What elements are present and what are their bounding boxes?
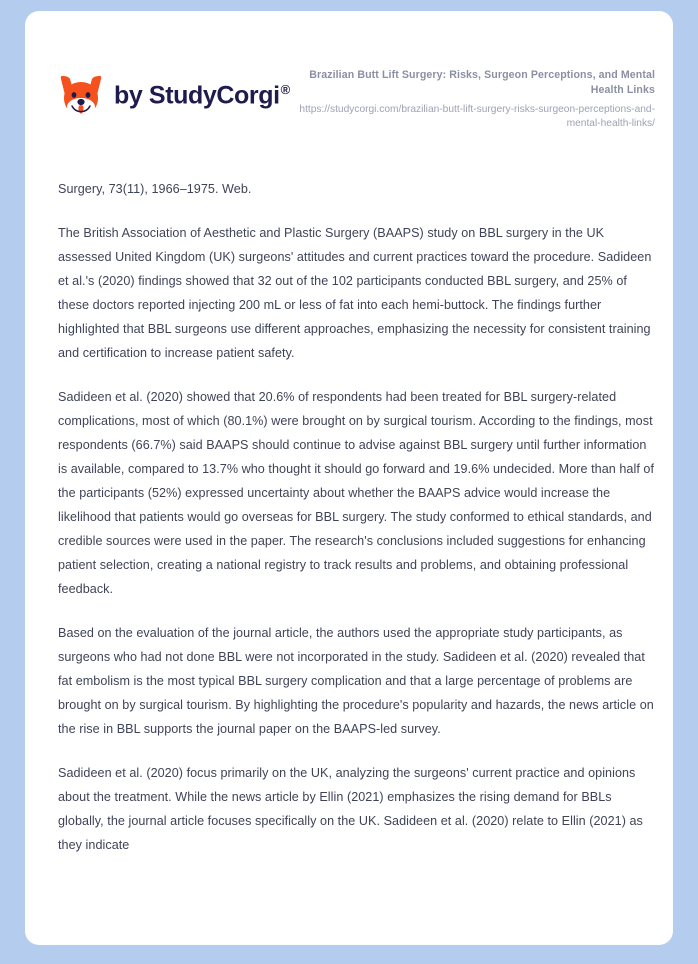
document-header: [25, 11, 673, 139]
registered-trademark-icon: ®: [280, 81, 290, 97]
brand-name: [114, 83, 290, 108]
document-body: [58, 177, 656, 857]
paragraph: The British Association of Aesthetic and Plastic Surgery (BAAPS) study on BBL surgery in the UK assessed United Kingdom (UK) surgeons' attitudes and current practices toward the procedure. Sadideen et al.'s (2020) findings showed that 32 out of the 102 participants conducted BBL surgery, and 25% of these doctors reported injecting 200 mL or less of fat into each hemi-buttock. The findings further highlighted that BBL surgeons use different approaches, emphasizing the necessity for consistent training and certification to increase patient safety.: [58, 226, 652, 360]
paragraph: Surgery, 73(11), 1966–1975. Web.: [58, 182, 252, 196]
paragraph: Sadideen et al. (2020) showed that 20.6% of respondents had been treated for BBL surgery-related complications, most of which (80.1%) were brought on by surgical tourism. According to the findings, most respondents (66.7%) said BAAPS should continue to advise against BBL surgery until further information is available, compared to 13.7% who thought it should go forward and 19.6% undecided. More than half of the participants (52%) expressed uncertainty about whether the BAAPS advice would increase the likelihood that patients would go overseas for BBL surgery. The study conformed to ethical standards, and credible sources were used in the paper. The research's conclusions included suggestions for enhancing patient selection, creating a national registry to track results and problems, and obtaining professional feedback.: [58, 390, 655, 596]
brand-name-text: by StudyCorgi: [114, 81, 280, 110]
brand-lockup: [58, 73, 290, 118]
document-source-url[interactable]: https://studycorgi.com/brazilian-butt-lift-surgery-risks-surgeon-perceptions-and-mental-health-links/: [299, 104, 655, 129]
header-document-meta: [277, 68, 655, 131]
document-page-card: [25, 11, 673, 945]
page-title: Brazilian Butt Lift Surgery: Risks, Surgeon Perceptions, and Mental Health Links: [309, 69, 655, 96]
corgi-logo-icon: [58, 73, 104, 118]
paragraph: Based on the evaluation of the journal article, the authors used the appropriate study participants, as surgeons who had not done BBL were not incorporated in the study. Sadideen et al. (2020) revealed that fat embolism is the most typical BBL surgery complication and that a large percentage of problems are brought on by surgical tourism. By highlighting the procedure's popularity and hazards, the news article on the rise in BBL supports the journal paper on the BAAPS-led survey.: [58, 626, 654, 736]
paragraph: Sadideen et al. (2020) focus primarily on the UK, analyzing the surgeons' current practice and opinions about the treatment. While the news article by Ellin (2021) emphasizes the rising demand for BBLs globally, the journal article focuses specifically on the UK. Sadideen et al. (2020) relate to Ellin (2021) as they indicate: [58, 766, 643, 852]
